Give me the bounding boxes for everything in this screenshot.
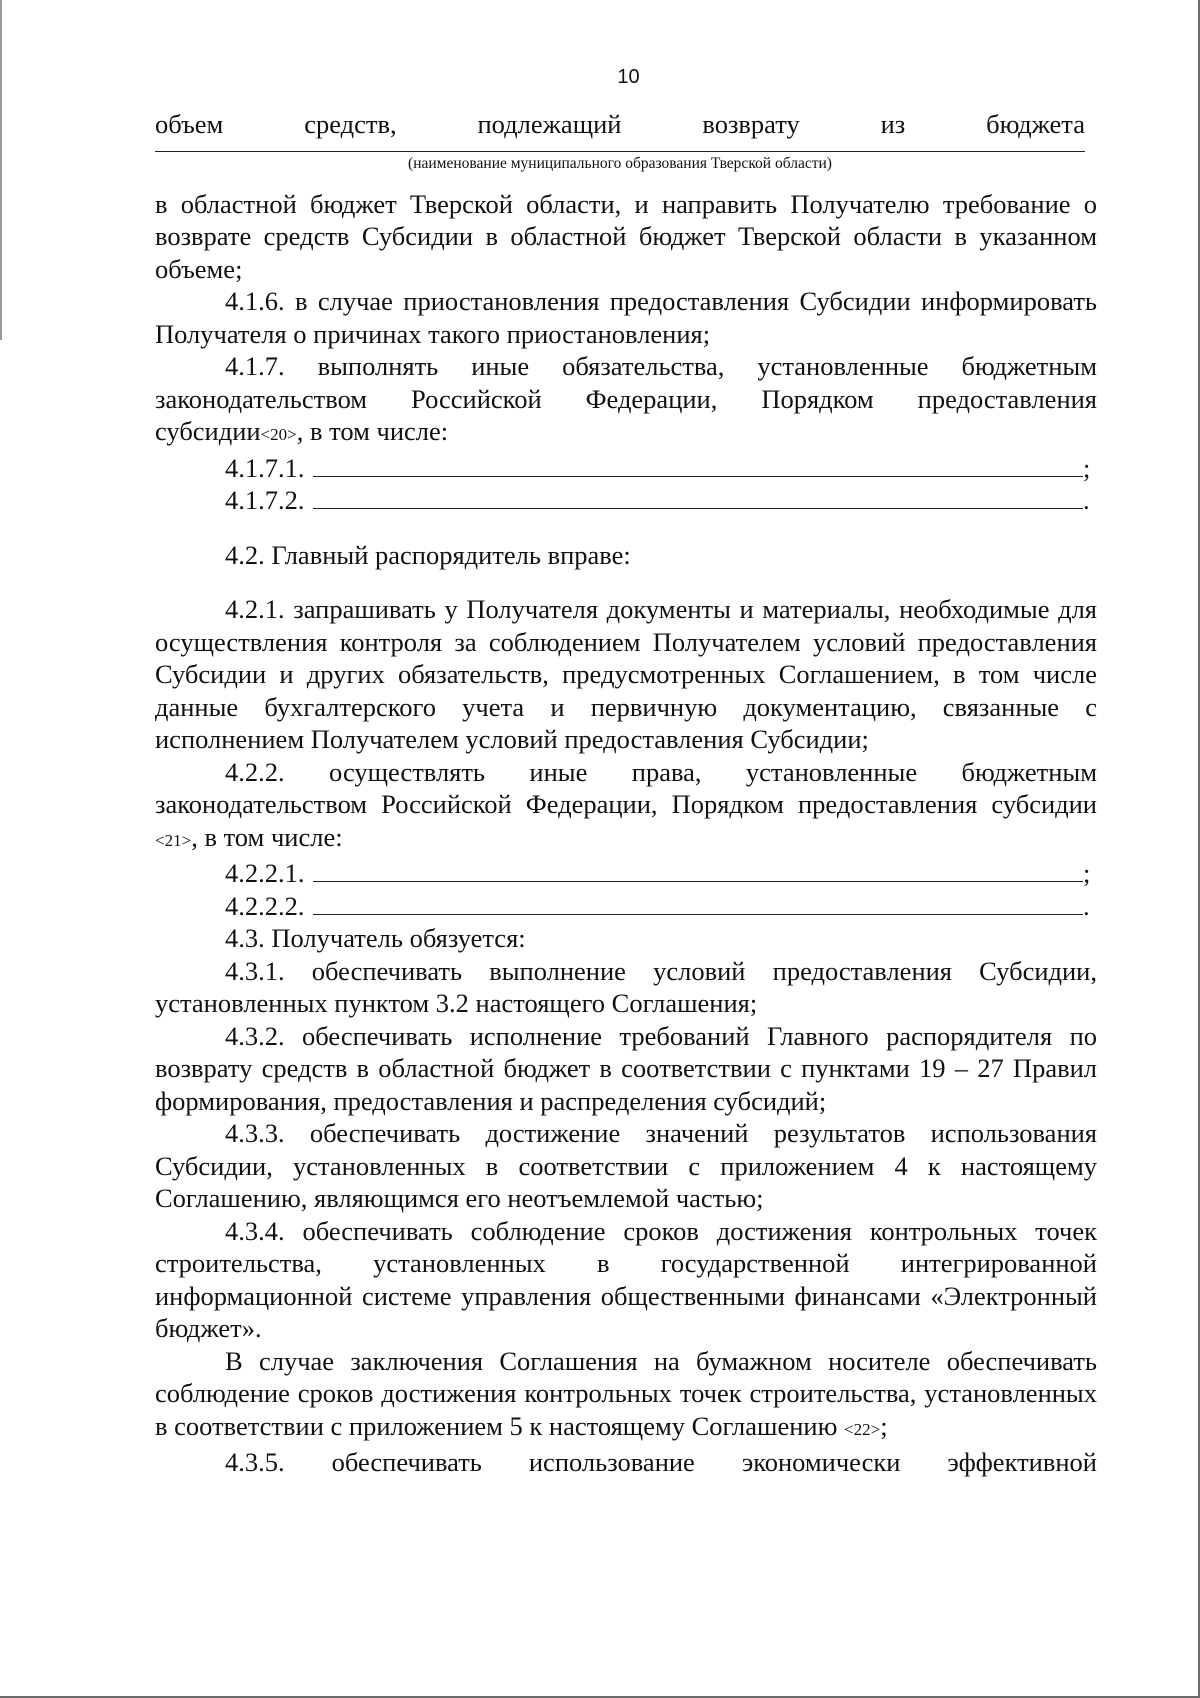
header-word: объем [155, 109, 224, 139]
paragraph-4-3-2: 4.3.2. обеспечивать исполнение требований Главного распорядителя по возврату средств в областной бюджет в соответствии с пунктами 19 – 27 Правил формирования, предоставления и распределения субсидий; [155, 1020, 1097, 1116]
scan-edge [0, 0, 2, 340]
header-word: средств, [304, 109, 397, 139]
page-number: 10 [617, 66, 640, 88]
paragraph-continuation: в областной бюджет Тверской области, и направить Получателю требование о возврате средств Субсидии в областной бюджет Тверской области в указанном объеме; [155, 188, 1097, 284]
blank-line [313, 857, 1084, 882]
paragraph-4-2: 4.2. Главный распорядитель вправе: [225, 539, 631, 570]
document-body [155, 108, 1097, 1479]
header-word: возврату [702, 109, 800, 139]
paragraph-4-1-7 [155, 350, 1097, 452]
header-word: из [880, 109, 906, 139]
paragraph-text: 4.1.7. выполнять иные обязательства, установленные бюджетным законодательством Российской Федерации, Порядком предоставления субсидии [155, 351, 1097, 446]
paragraph-4-3-3: 4.3.3. обеспечивать достижение значений результатов использования Субсидии, установленных в соответствии с приложением 4 к настоящему Соглашению, являющимся его неотъемлемой частью; [155, 1118, 1097, 1213]
fill-label: 4.1.7.2. [225, 485, 305, 515]
underline-caption: (наименование муниципального образования Тверской области) [408, 154, 832, 172]
header-word: подлежащий [477, 109, 622, 139]
spacer [155, 571, 1097, 593]
fill-label: 4.1.7.1. [225, 452, 305, 483]
footnote-ref: <22> [844, 1419, 881, 1439]
footnote-ref: <21> [155, 830, 192, 850]
fill-label: 4.2.2.2. [225, 890, 305, 921]
paragraph-4-3-5: 4.3.5. обеспечивать использование экономически эффективной [225, 1447, 1097, 1477]
fill-end: . [1083, 890, 1090, 921]
paragraph-paper-carrier [155, 1345, 1097, 1447]
paragraph-4-1-6: 4.1.6. в случае приостановления предоставления Субсидии информировать Получателя о причинах такого приостановления; [155, 286, 1097, 349]
paragraph-4-3: 4.3. Получатель обязуется: [225, 923, 526, 953]
fill-end: ; [1083, 452, 1091, 483]
spacer [155, 517, 1097, 539]
paragraph-text: , в том числе: [191, 821, 343, 852]
header-line [155, 108, 1085, 141]
paragraph-4-3-4: 4.3.4. обеспечивать соблюдение сроков достижения контрольных точек строительства, установленных в государственной интегрированной информационной системе управления общественными финансами «Электронный бюджет». [155, 1215, 1097, 1343]
fill-line-4-1-7-1 [155, 452, 1097, 485]
footnote-ref: <20> [260, 425, 297, 444]
fill-label: 4.2.2.1. [225, 858, 305, 888]
blank-line [313, 890, 1084, 915]
fill-end: ; [1083, 858, 1091, 888]
fill-line-4-2-2-1 [155, 857, 1097, 890]
paragraph-4-2-2 [155, 756, 1097, 858]
fill-end: . [1083, 485, 1090, 515]
underline-rule [155, 151, 1085, 152]
paragraph-text: В случае заключения Соглашения на бумажном носителе обеспечивать соблюдение сроков достижения контрольных точек строительства, установленных в соответствии с приложением 5 к настоящему Соглашению [155, 1345, 1097, 1441]
blank-line [313, 452, 1084, 477]
blank-line [313, 484, 1084, 509]
header-word: бюджета [986, 109, 1085, 139]
paragraph-text: ; [880, 1410, 888, 1441]
fill-line-4-1-7-2 [155, 484, 1097, 517]
fill-line-4-2-2-2 [155, 890, 1097, 923]
paragraph-4-3-1: 4.3.1. обеспечивать выполнение условий предоставления Субсидии, установленных пунктом 3.2 настоящего Соглашения; [155, 955, 1097, 1018]
paragraph-4-2-1: 4.2.1. запрашивать у Получателя документы и материалы, необходимые для осуществления контроля за соблюдением Получателем условий предоставления Субсидии и других обязательств, предусмотренных Соглашением, в том числе данные бухгалтерского учета и первичную документацию, связанные с исполнением Получателем условий предоставления Субсидии; [155, 594, 1097, 754]
paragraph-text: 4.2.2. осуществлять иные права, установленные бюджетным законодательством Российской Федерации, Порядком предоставления субсидии [155, 756, 1097, 819]
paragraph-text: , в том числе: [296, 416, 449, 446]
